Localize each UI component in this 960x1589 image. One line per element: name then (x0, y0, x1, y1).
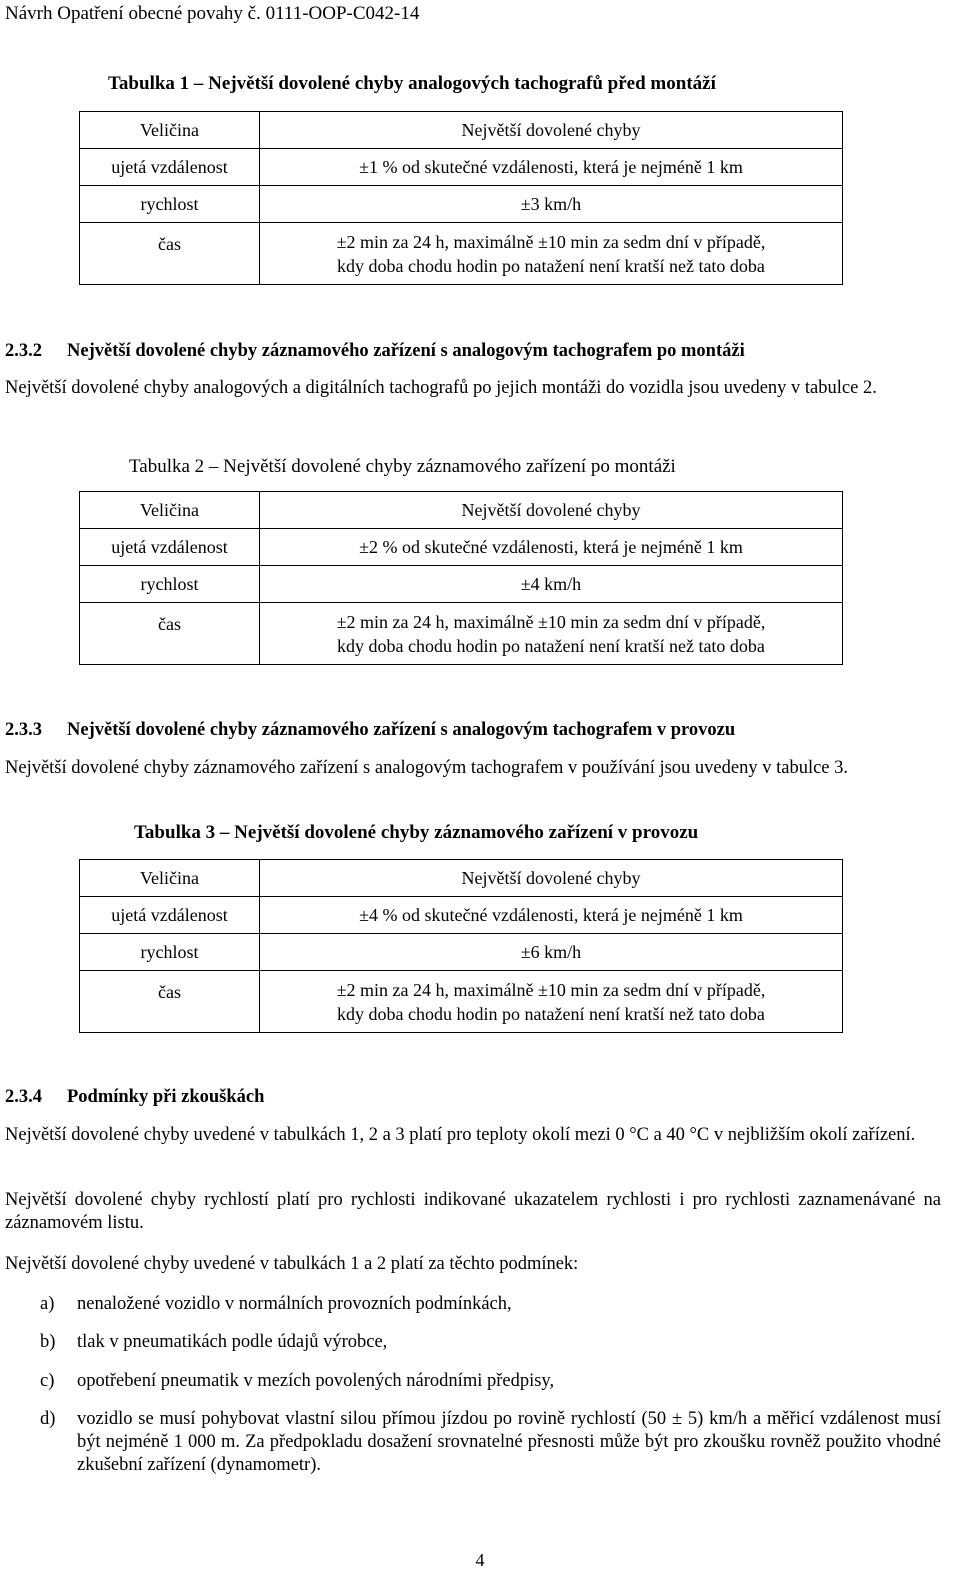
table2-caption: Tabulka 2 – Největší dovolené chyby záznamového zařízení po montáži (129, 456, 676, 477)
table-row (80, 492, 843, 529)
table-row (80, 149, 843, 186)
page-number: 4 (475, 1550, 485, 1570)
table-row (80, 603, 843, 665)
table1-cell-name: čas (80, 223, 260, 285)
list-item-label: d) (40, 1409, 56, 1429)
table1-header-quantity: Veličina (80, 112, 260, 149)
table-row (80, 529, 843, 566)
list-item-label: b) (40, 1332, 56, 1352)
table2-cell-name: ujetá vzdálenost (80, 529, 260, 566)
paragraph: Největší dovolené chyby záznamového zařízení s analogovým tachografem v používání jsou uvedeny v tabulce 3. (5, 758, 849, 778)
table2 (79, 491, 843, 665)
table-row (80, 897, 843, 934)
list-item-label: a) (40, 1294, 55, 1314)
table-row (80, 860, 843, 897)
table2-header-errors: Největší dovolené chyby (260, 492, 843, 529)
table3-cell-value (260, 971, 843, 1033)
section-title: Největší dovolené chyby záznamového zařízení s analogovým tachografem v provozu (67, 720, 736, 740)
paragraph: Největší dovolené chyby rychlostí platí pro rychlosti indikované ukazatelem rychlosti i pro rychlosti zaznamenávané na záznamovém listu. (5, 1190, 941, 1233)
page-header: Návrh Opatření obecné povahy č. 0111-OOP-C042-14 (5, 3, 420, 24)
table2-cell-line: ±2 min za 24 h, maximálně ±10 min za sedm dní v případě, (336, 611, 766, 632)
table1 (79, 111, 843, 285)
table1-cell-name: rychlost (80, 186, 260, 223)
table3-header-errors: Největší dovolené chyby (260, 860, 843, 897)
table1-cell-name: ujetá vzdálenost (80, 149, 260, 186)
section-title: Podmínky při zkouškách (67, 1087, 265, 1107)
section-heading-2-3-2 (5, 339, 745, 363)
table1-cell-value: ±3 km/h (260, 186, 843, 223)
section-number: 2.3.4 (5, 1087, 42, 1107)
paragraph: Největší dovolené chyby uvedené v tabulkách 1 a 2 platí za těchto podmínek: (5, 1254, 579, 1274)
list-item-label: c) (40, 1371, 55, 1391)
table2-cell-name: čas (80, 603, 260, 665)
list-item-text: vozidlo se musí pohybovat vlastní silou přímou jízdou po rovině rychlostí (50 ± 5) km/h a měřicí vzdálenost musí být nejméně 1 000 m. Za předpokladu dosažení srovnatelné přesnosti může být pro zkoušku rovněž použito vhodné zkušební zařízení (dynamometr). (77, 1409, 941, 1475)
list-item-text: nenaložené vozidlo v normálních provozních podmínkách, (77, 1294, 512, 1314)
table3-cell-value: ±6 km/h (260, 934, 843, 971)
table1-caption: Tabulka 1 – Největší dovolené chyby analogových tachografů před montáží (108, 73, 716, 94)
table3-cell-name: rychlost (80, 934, 260, 971)
section-number: 2.3.2 (5, 341, 42, 361)
table-row (80, 566, 843, 603)
section-title: Největší dovolené chyby záznamového zařízení s analogovým tachografem po montáži (67, 341, 745, 361)
section-number: 2.3.3 (5, 720, 42, 740)
table3-header-quantity: Veličina (80, 860, 260, 897)
section-heading-2-3-3 (5, 718, 735, 742)
table3-caption: Tabulka 3 – Největší dovolené chyby záznamového zařízení v provozu (134, 822, 699, 843)
table3 (79, 859, 843, 1033)
list-item-text: opotřebení pneumatik v mezích povolených národními předpisy, (77, 1371, 555, 1391)
table2-cell-value: ±4 km/h (260, 566, 843, 603)
table2-header-quantity: Veličina (80, 492, 260, 529)
table2-cell-value: ±2 % od skutečné vzdálenosti, která je nejméně 1 km (260, 529, 843, 566)
table1-cell-line: ±2 min za 24 h, maximálně ±10 min za sedm dní v případě, (336, 231, 766, 252)
table-row (80, 186, 843, 223)
table3-cell-line: ±2 min za 24 h, maximálně ±10 min za sedm dní v případě, (336, 979, 766, 1000)
list-item-text: tlak v pneumatikách podle údajů výrobce, (77, 1332, 388, 1352)
table2-cell-line: kdy doba chodu hodin po natažení není kratší než tato doba (337, 635, 765, 656)
paragraph: Největší dovolené chyby uvedené v tabulkách 1, 2 a 3 platí pro teploty okolí mezi 0 °C a 40 °C v nejbližším okolí zařízení. (5, 1125, 916, 1145)
table-row (80, 112, 843, 149)
table3-cell-line: kdy doba chodu hodin po natažení není kratší než tato doba (337, 1003, 765, 1024)
section-heading-2-3-4 (5, 1085, 264, 1109)
table2-cell-value (260, 603, 843, 665)
table3-cell-name: ujetá vzdálenost (80, 897, 260, 934)
table1-cell-line: kdy doba chodu hodin po natažení není kratší než tato doba (337, 255, 765, 276)
table1-cell-value: ±1 % od skutečné vzdálenosti, která je nejméně 1 km (260, 149, 843, 186)
table3-cell-name: čas (80, 971, 260, 1033)
table-row (80, 934, 843, 971)
table1-header-errors: Největší dovolené chyby (260, 112, 843, 149)
table-row (80, 223, 843, 285)
table-row (80, 971, 843, 1033)
paragraph: Největší dovolené chyby analogových a digitálních tachografů po jejich montáži do vozidla jsou uvedeny v tabulce 2. (5, 378, 877, 398)
table1-cell-value (260, 223, 843, 285)
table3-cell-value: ±4 % od skutečné vzdálenosti, která je nejméně 1 km (260, 897, 843, 934)
table2-cell-name: rychlost (80, 566, 260, 603)
